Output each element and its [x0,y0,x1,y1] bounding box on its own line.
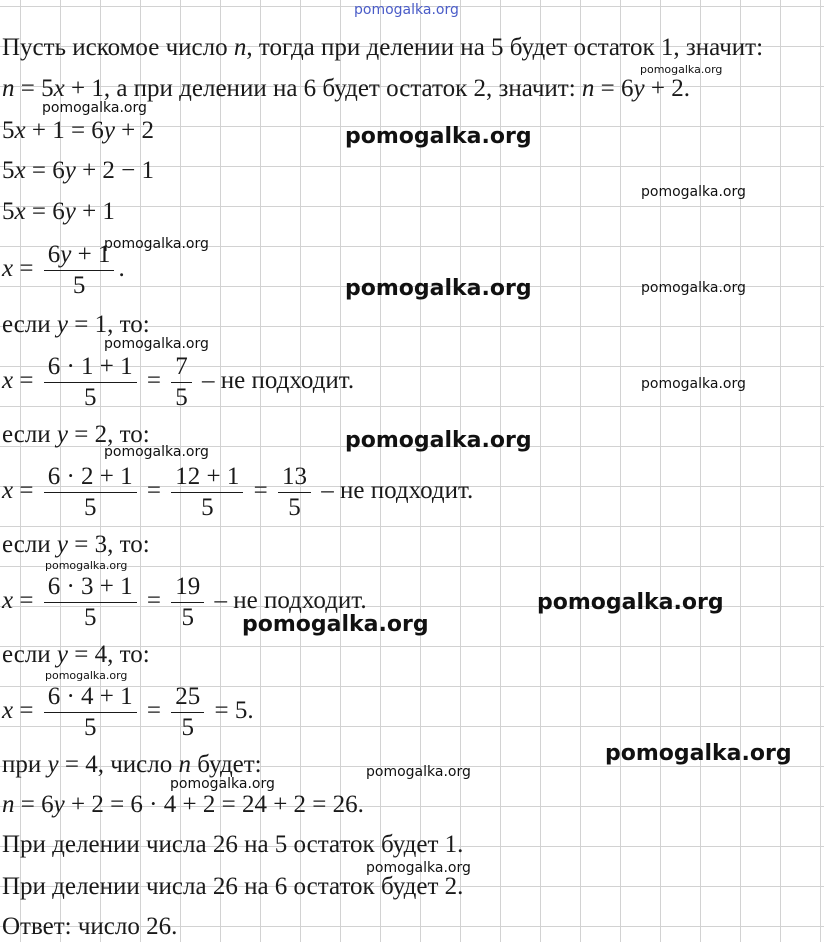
fraction: $\frac{6 \cdot 3 + 1}{5}$ [44,572,137,633]
watermark: pomogalka.org [641,184,746,200]
fraction: $\frac{25}{5}$ [171,682,204,743]
watermark: pomogalka.org [45,669,128,682]
calc-y4: x = $\frac{6 \cdot 4 + 1}{5}$ = $\frac{25}{5}$ = 5. [2,683,254,741]
watermark: pomogalka.org [537,590,724,615]
equation-4: x = $\frac{6y + 1}{5}$ . [2,241,125,299]
watermark: pomogalka.org [242,612,429,637]
watermark: pomogalka.org [366,860,471,876]
n-value-line: n = 6y + 2 = 6 · 4 + 2 = 24 + 2 = 26. [2,791,364,818]
equation-1: 5x + 1 = 6y + 2 [2,117,155,144]
watermark: pomogalka.org [42,100,147,116]
answer-line: Ответ: число 26. [2,913,178,940]
fraction: $\frac{6 \cdot 1 + 1}{5}$ [44,352,137,413]
fraction: $\frac{6 \cdot 2 + 1}{5}$ [44,462,137,523]
watermark: pomogalka.org [104,444,209,460]
watermark: pomogalka.org [170,776,275,792]
watermark: pomogalka.org [366,764,471,780]
fraction: $\frac{19}{5}$ [171,572,204,633]
case-y2: если y = 2, то: [2,421,150,448]
remainder-6-line: При делении числа 26 на 6 остаток будет 2. [2,873,464,900]
equation-2: 5x = 6y + 2 − 1 [2,157,155,184]
fraction: $\frac{13}{5}$ [278,462,311,523]
watermark: pomogalka.org [104,236,209,252]
watermark: pomogalka.org [641,280,746,296]
case-y1: если y = 1, то: [2,311,150,338]
intro-line-1: Пусть искомое число n, тогда при делении на 5 будет остаток 1, значит: [2,34,764,61]
watermark-top: pomogalka.org [354,2,459,18]
remainder-5-line: При делении числа 26 на 5 остаток будет 1. [2,831,464,858]
fraction: $\frac{7}{5}$ [171,352,192,413]
watermark: pomogalka.org [345,428,532,453]
fraction: $\frac{6y + 1}{5}$ [44,240,115,301]
case-y4: если y = 4, то: [2,641,150,668]
watermark: pomogalka.org [345,276,532,301]
watermark: pomogalka.org [104,336,209,352]
watermark: pomogalka.org [640,63,723,76]
equation-3: 5x = 6y + 1 [2,198,115,225]
fraction: $\frac{6 \cdot 4 + 1}{5}$ [44,682,137,743]
when-y4-line: при y = 4, число n будет: [2,751,262,778]
watermark: pomogalka.org [345,124,532,149]
intro-line-2: n = 5x + 1, а при делении на 6 будет остаток 2, значит: n = 6y + 2. [2,75,690,102]
case-y3: если y = 3, то: [2,531,150,558]
fraction: $\frac{12 + 1}{5}$ [171,462,243,523]
watermark: pomogalka.org [641,376,746,392]
calc-y2: x = $\frac{6 \cdot 2 + 1}{5}$ = $\frac{12 + 1}{5}$ = $\frac{13}{5}$ – не подходит. [2,463,474,521]
watermark: pomogalka.org [45,559,128,572]
calc-y3: x = $\frac{6 \cdot 3 + 1}{5}$ = $\frac{19}{5}$ – не подходит. [2,573,367,631]
calc-y1: x = $\frac{6 \cdot 1 + 1}{5}$ = $\frac{7}{5}$ – не подходит. [2,353,355,411]
watermark: pomogalka.org [605,741,792,766]
